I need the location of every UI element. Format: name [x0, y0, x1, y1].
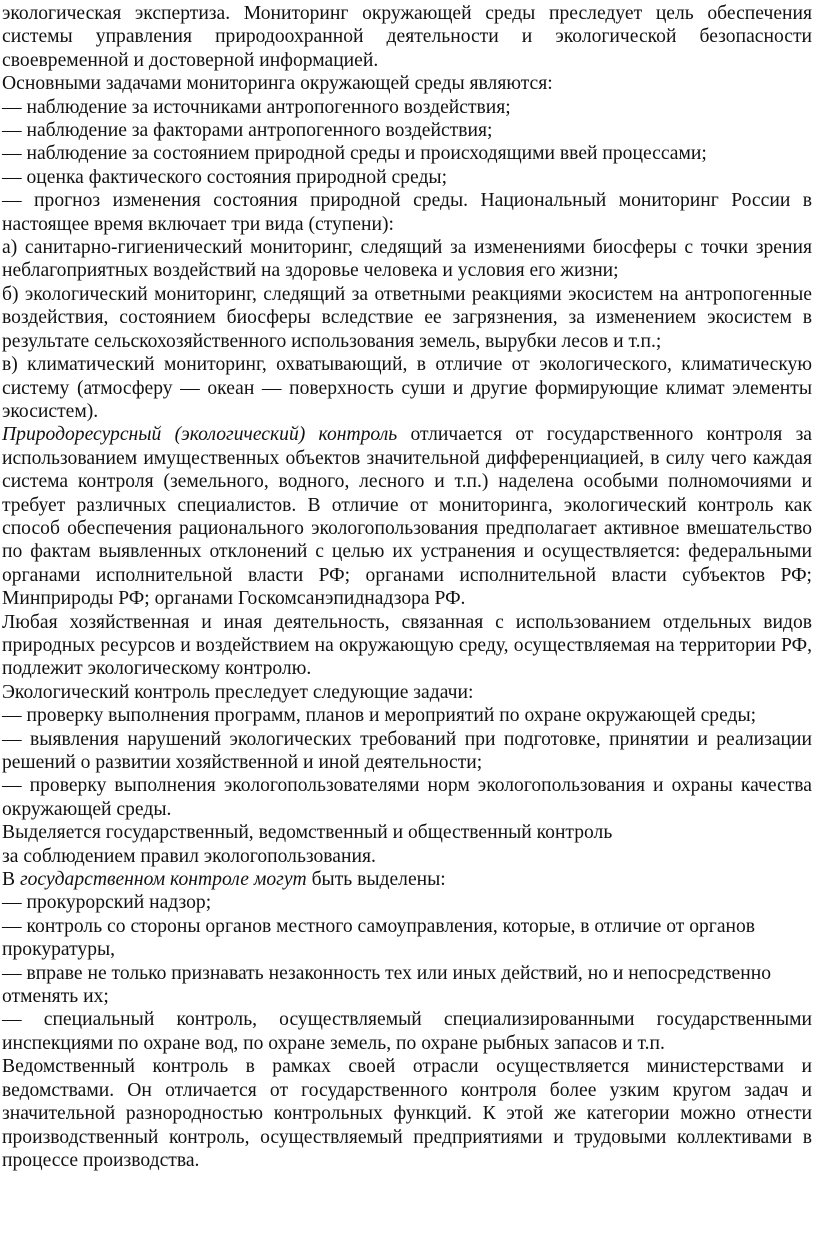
list-item-programs-check: — проверку выполнения программ, планов и мероприятий по охране окружающей среды;	[2, 705, 757, 727]
list-item-forecast: — прогноз изменения состояния природной среды. Национальный мониторинг России в настоящее время включает три вида (ступени):	[2, 190, 812, 235]
term-resource-control: Природоресурсный (экологический) контроль	[2, 424, 398, 446]
list-item-sanitary: а) санитарно-гигиенический мониторинг, следящий за изменениями биосферы с точки зрения неблагоприятных воздействий на здоровье человека и условия его жизни;	[2, 237, 812, 282]
paragraph-state-control-heading: В государственном контроле могут быть выделены:	[2, 869, 446, 891]
list-item-ecological: б) экологический мониторинг, следящий за ответными реакциями экосистем на антропогенные воздействия, состоянием биосферы вследствие ее загрязнения, за изменением экосистем в результате сельскохозяйственного использования земель, вырубки лесов и т.п.;	[2, 283, 812, 352]
list-item-special-control: — специальный контроль, осуществляемый специализированными государственными инспекциями по охране вод, по охране земель, по охране рыбных запасов и т.п.	[2, 1009, 812, 1054]
paragraph-departmental-control: Ведомственный контроль в рамках своей отрасли осуществляется министерствами и ведомствами. Он отличается от государственного контроля более узким кругом задач и значительной разнородностью контрольных функций. К этой же категории можно отнести производственный контроль, осуществляемый предприятиями и трудовыми коллективами в процессе производства.	[2, 1056, 812, 1171]
paragraph-control-kinds-line2: за соблюдением правил экологопользования.	[2, 845, 376, 867]
paragraph-control-tasks-heading: Экологический контроль преследует следующие задачи:	[2, 681, 474, 703]
list-item-state: — наблюдение за состоянием природной среды и происходящими ввей процессами;	[2, 143, 707, 165]
term-state-control: государственном контроле могут	[19, 869, 307, 891]
list-item-prosecutor: — прокурорский надзор;	[2, 892, 212, 914]
list-item-assessment: — оценка фактического состояния природной среды;	[2, 166, 448, 188]
list-item-norms-check: — проверку выполнения экологопользователями норм экологопользования и охраны качества окружающей среды.	[2, 775, 812, 820]
paragraph-monitoring-tasks-heading: Основными задачами мониторинга окружающей среды являются:	[2, 73, 553, 95]
list-item-local-government: — контроль со стороны органов местного самоуправления, которые, в отличие от органов прокуратуры,	[2, 915, 756, 961]
list-item-cancel-actions: — вправе не только признавать незаконность тех или иных действий, но и непосредственно отменять их;	[2, 962, 771, 1008]
paragraph-monitoring-goal: экологическая экспертиза. Мониторинг окружающей среды преследует цель обеспечения системы управления природоохранной деятельности и экологической безопасности своевременной и достоверной информацией.	[2, 3, 812, 71]
paragraph-resource-control	[2, 423, 812, 610]
paragraph-resource-control-text: отличается от государственного контроля за использованием имущественных объектов значительной дифференциацией, в силу чего каждая система контроля (земельного, водного, лесного и т.п.) наделена особыми полномочиями и требует различных специалистов. В отличие от мониторинга, экологический контроль как способ обеспечения рационального экологопользования предполагает активное вмешательство по фактам выявленных отклонений с целью их устранения и осуществляется: федеральными органами исполнительной власти РФ; органами исполнительной власти субъектов РФ; Минприроды РФ; органами Госкомсанэпиднадзора РФ.	[2, 424, 813, 610]
list-item-climatic: в) климатический мониторинг, охватывающий, в отличие от экологического, климатическую систему (атмосферу — океан — поверхность суши и другие формирующие климат элементы экосистем).	[2, 354, 812, 422]
list-item-factors: — наблюдение за факторами антропогенного воздействия;	[2, 120, 493, 142]
paragraph-control-kinds-line1: Выделяется государственный, ведомственный и общественный контроль	[2, 822, 613, 844]
list-item-sources: — наблюдение за источниками антропогенного воздействия;	[2, 96, 511, 118]
paragraph-any-activity: Любая хозяйственная и иная деятельность, связанная с использованием отдельных видов природных ресурсов и воздействием на окружающую среду, осуществляемая на территории РФ, подлежит экологическому контролю.	[2, 611, 812, 680]
list-item-violations: — выявления нарушений экологических требований при подготовке, принятии и реализации решений о развитии хозяйственной и иной деятельности;	[2, 728, 812, 773]
